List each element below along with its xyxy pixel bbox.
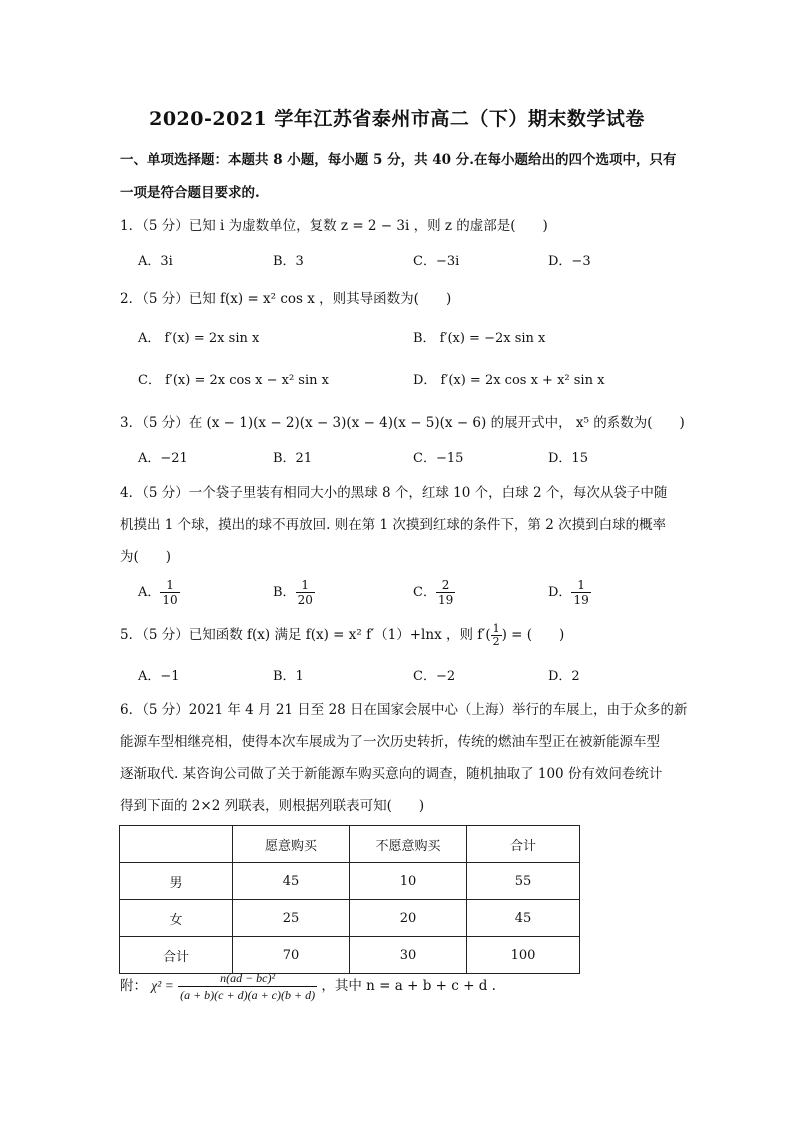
table-row [120,937,580,974]
section-heading-line2: 一项是符合题目要求的. [120,185,260,201]
q2-option-d: D． f′(x) = 2x cos x + x² sin x [413,373,605,388]
table-cell: 70 [233,937,350,974]
q1-option-a: A．3i [138,254,173,269]
q5-option-c: C．−2 [413,669,456,684]
q4-option-c [413,578,455,607]
q4-option-b-fraction [296,578,315,607]
q1-option-d: D．−3 [548,254,591,269]
q4-option-b-den: 20 [297,593,313,607]
question-5-stem [120,623,564,648]
table-header-cell: 愿意购买 [233,826,350,863]
q4-option-c-fraction [436,578,455,607]
table-cell: 女 [120,900,233,937]
q2-option-b: B． f′(x) = −2x sin x [413,331,546,346]
q4-option-b-num: 1 [296,578,315,593]
q1-option-b: B．3 [273,254,304,269]
table-cell: 30 [350,937,467,974]
question-2-stem: 2．（5 分）已知 f(x) = x² cos x ，则其导函数为( ) [120,291,452,307]
question-6-line3: 逐渐取代. 某咨询公司做了关于新能源车购买意向的调查，随机抽取了 100 份有效问卷统计 [120,766,663,782]
q1-option-c: C．−3i [413,254,460,269]
table-header-cell [120,826,233,863]
question-6-line2: 能源车型相继亮相，使得本次车展成为了一次历史转折，传统的燃油车型正在被新能源车型 [120,734,660,750]
q2-option-c: C． f′(x) = 2x cos x − x² sin x [138,373,329,388]
table-header-cell: 合计 [467,826,580,863]
question-6-line4: 得到下面的 2×2 列联表，则根据列联表可知( ) [120,798,425,814]
chi-square-symbol: χ² = [151,978,174,993]
q4-option-c-num: 2 [436,578,455,593]
q4-option-c-label: C． [413,585,436,600]
table-cell: 100 [467,937,580,974]
q4-option-d [548,578,591,607]
table-header-row [120,826,580,863]
q4-option-a-den: 10 [162,593,178,607]
question-3-stem: 3．（5 分）在 (x − 1)(x − 2)(x − 3)(x − 4)(x − 5)(x − 6) 的展开式中， x⁵ 的系数为( ) [120,415,685,431]
footnote-label: 附： [120,978,147,994]
question-4-line3: 为( ) [120,549,172,565]
table-cell: 男 [120,863,233,900]
section-heading-line1: 一、单项选择题：本题共 8 小题，每小题 5 分，共 40 分.在每小题给出的四个选项中，只有 [120,152,677,168]
q4-option-a-fraction [160,578,179,607]
table-row [120,900,580,937]
q5-frac-num: 1 [492,622,500,635]
chi-square-numerator: n(ad − bc)² [178,970,317,987]
contingency-table [119,825,580,974]
table-cell: 45 [233,863,350,900]
q4-option-c-den: 19 [437,593,454,607]
question-4-line1: 4．（5 分）一个袋子里装有相同大小的黑球 8 个，红球 10 个，白球 2 个，每次从袋子中随 [120,485,668,501]
q5-stem-b: ) = ( ) [501,627,565,643]
q5-fraction [491,623,502,648]
q5-stem-a: 5．（5 分）已知函数 f(x) 满足 f(x) = x² f′（1）+lnx ，则 f′( [120,627,491,643]
q3-option-b: B．21 [273,451,313,466]
table-header-cell: 不愿意购买 [350,826,467,863]
q3-option-d: D．15 [548,451,588,466]
q5-frac-den: 2 [492,635,500,648]
table-cell: 10 [350,863,467,900]
q3-option-a: A．−21 [138,451,188,466]
q4-option-d-den: 19 [573,593,589,607]
q5-option-d: D．2 [548,669,580,684]
q3-option-c: C．−15 [413,451,464,466]
table-cell: 合计 [120,937,233,974]
q4-option-a-num: 1 [160,578,179,593]
table-cell: 55 [467,863,580,900]
question-1-stem: 1．（5 分）已知 i 为虚数单位，复数 z = 2 − 3i ，则 z 的虚部是( ) [120,218,548,234]
chi-square-denominator: (a + b)(c + d)(a + c)(b + d) [180,988,316,1002]
table-cell: 45 [467,900,580,937]
question-4-line2: 机摸出 1 个球，摸出的球不再放回. 则在第 1 次摸到红球的条件下，第 2 次摸到白球的概率 [120,517,667,533]
q4-option-b-label: B． [273,585,296,600]
q4-option-a [138,578,180,607]
table-cell: 25 [233,900,350,937]
table-cell: 20 [350,900,467,937]
q4-option-d-fraction [571,578,590,607]
q5-option-b: B．1 [273,669,304,684]
chi-square-footnote [120,970,496,1003]
table-row [120,863,580,900]
q5-option-a: A．−1 [138,669,180,684]
q2-option-a: A． f′(x) = 2x sin x [138,331,260,346]
q4-option-d-label: D． [548,585,572,600]
question-6-line1: 6．（5 分）2021 年 4 月 21 日至 28 日在国家会展中心（上海）举行的车展上，由于众多的新 [120,702,688,718]
q4-option-b [273,578,315,607]
q4-option-d-num: 1 [571,578,590,593]
page-title: 2020-2021 学年江苏省泰州市高二（下）期末数学试卷 [149,108,645,130]
chi-square-fraction [178,970,317,1003]
footnote-tail: ，其中 n = a + b + c + d . [321,978,496,994]
q4-option-a-label: A． [138,585,161,600]
